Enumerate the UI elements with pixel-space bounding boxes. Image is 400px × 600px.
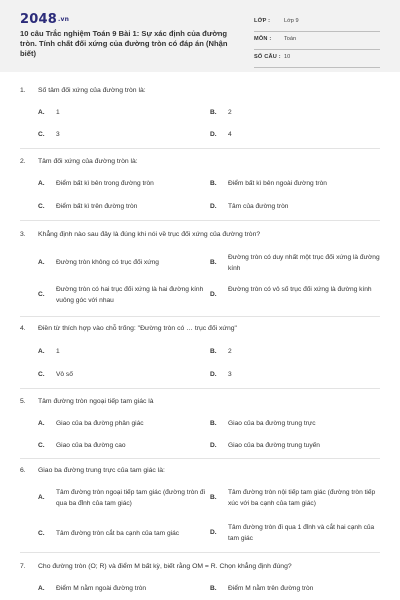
option-letter: A. (38, 109, 45, 116)
question-body: Điền từ thích hợp vào chỗ trống: "Đường tròn có … trục đối xứng" (38, 325, 237, 332)
meta-row-count (254, 50, 380, 68)
question-1 (20, 86, 380, 138)
divider (20, 552, 380, 553)
question-text (20, 466, 380, 475)
meta-table (254, 14, 380, 68)
option-text: Điểm M nằm trên đường tròn (228, 585, 314, 592)
question-number: 5. (20, 398, 26, 405)
option-letter: D. (210, 371, 217, 378)
option-letter: D. (210, 529, 217, 536)
option-text: 2 (228, 348, 232, 355)
option-text: Tâm đường tròn ngoại tiếp tam giác (đường tròn đi qua ba đỉnh của tam giác) (56, 489, 206, 507)
question-text (20, 562, 380, 571)
question-body: Số tâm đối xứng của đường tròn là: (38, 87, 146, 94)
meta-row-subject (254, 32, 380, 50)
question-body: Giao ba đường trung trực của tam giác là: (38, 467, 165, 474)
option-letter: B. (210, 109, 217, 116)
question-text (20, 324, 380, 333)
logo-text: 2048 (20, 12, 57, 27)
question-body: Tâm đường tròn ngoại tiếp tam giác là (38, 398, 154, 405)
option-letter: C. (38, 291, 45, 298)
option-text: Điểm bất kì trên đường tròn (56, 203, 138, 210)
question-text (20, 230, 380, 239)
option-text: Giao của ba đường phân giác (56, 420, 144, 427)
option-text: Tâm đường tròn đi qua 1 đỉnh và cắt hai cạnh của tam giác (228, 524, 375, 542)
option-letter: D. (210, 203, 217, 210)
divider (20, 220, 380, 221)
option-letter: B. (210, 348, 217, 355)
divider (20, 458, 380, 459)
site-logo[interactable] (20, 12, 69, 27)
option-text: Điểm bất kì bên ngoài đường tròn (228, 180, 327, 187)
option-letter: A. (38, 420, 45, 427)
option-letter: C. (38, 203, 45, 210)
option-text: Tâm của đường tròn (228, 203, 289, 210)
divider (20, 148, 380, 149)
option-text: Giao của ba đường trung tuyến (228, 442, 320, 449)
question-7 (20, 562, 380, 592)
meta-label: LỚP : (254, 18, 271, 24)
option-letter: A. (38, 494, 45, 501)
option-letter: B. (210, 259, 217, 266)
option-text: Vô số (56, 371, 73, 378)
option-text: Điểm bất kì bên trong đường tròn (56, 180, 154, 187)
document-title: 10 câu Trắc nghiệm Toán 9 Bài 1: Sự xác định của đường tròn. Tính chất đối xứng của đường tròn có đáp án (Nhận biết) (20, 29, 228, 58)
option-text: 1 (56, 109, 60, 116)
question-body: Cho đường tròn (O; R) và điểm M bất kỳ, biết rằng OM = R. Chọn khẳng định đúng? (38, 563, 292, 570)
question-text (20, 397, 380, 406)
option-text: 1 (56, 348, 60, 355)
option-text: Đường tròn không có trục đối xứng (56, 259, 159, 266)
meta-label: SỐ CÂU : (254, 54, 281, 60)
question-body: Tâm đối xứng của đường tròn là: (38, 158, 138, 165)
option-letter: B. (210, 180, 217, 187)
logo-suffix: .vn (57, 16, 70, 23)
option-text: Đường tròn có vô số trục đối xứng là đường kính (228, 286, 372, 293)
question-4 (20, 324, 380, 378)
question-text (20, 86, 380, 95)
option-text: 2 (228, 109, 232, 116)
option-letter: A. (38, 180, 45, 187)
option-letter: D. (210, 291, 217, 298)
option-text: 4 (228, 131, 232, 138)
option-text: 3 (56, 131, 60, 138)
question-number: 1. (20, 87, 26, 94)
option-letter: C. (38, 530, 45, 537)
meta-value: Toán (284, 36, 297, 42)
question-number: 7. (20, 563, 26, 570)
question-number: 6. (20, 467, 26, 474)
question-number: 3. (20, 231, 26, 238)
option-letter: C. (38, 371, 45, 378)
option-letter: C. (38, 442, 45, 449)
question-body: Khẳng định nào sau đây là đúng khi nói về trục đối xứng của đường tròn? (38, 231, 261, 238)
option-text: Tâm đường tròn nội tiếp tam giác (đường tròn tiếp xúc với ba cạnh của tam giác) (228, 489, 376, 507)
meta-label: MÔN : (254, 36, 272, 42)
question-2 (20, 157, 380, 210)
option-letter: D. (210, 442, 217, 449)
document-header (0, 0, 400, 72)
option-letter: A. (38, 585, 45, 592)
divider (20, 388, 380, 389)
question-3 (20, 230, 380, 304)
option-letter: C. (38, 131, 45, 138)
option-letter: A. (38, 259, 45, 266)
option-letter: B. (210, 494, 217, 501)
option-letter: B. (210, 420, 217, 427)
option-text: Giao của ba đường cao (56, 442, 126, 449)
divider (20, 316, 380, 317)
option-text: Đường tròn có duy nhất một trục đối xứng là đường kính (228, 254, 380, 272)
option-letter: B. (210, 585, 217, 592)
option-letter: D. (210, 131, 217, 138)
question-5 (20, 397, 380, 449)
option-text: Điểm M nằm ngoài đường tròn (56, 585, 147, 592)
meta-value: Lớp 9 (284, 18, 299, 24)
option-text: Tâm đường tròn cắt ba cạnh của tam giác (56, 530, 180, 537)
question-text (20, 157, 380, 166)
meta-row-grade (254, 14, 380, 32)
option-text: Đường tròn có hai trục đối xứng là hai đường kính vuông góc với nhau (56, 286, 204, 304)
option-text: 3 (228, 371, 232, 378)
question-number: 4. (20, 325, 26, 332)
option-text: Giao của ba đường trung trực (228, 420, 316, 427)
question-6 (20, 466, 380, 542)
question-number: 2. (20, 158, 26, 165)
option-letter: A. (38, 348, 45, 355)
meta-value: 10 (284, 54, 291, 60)
